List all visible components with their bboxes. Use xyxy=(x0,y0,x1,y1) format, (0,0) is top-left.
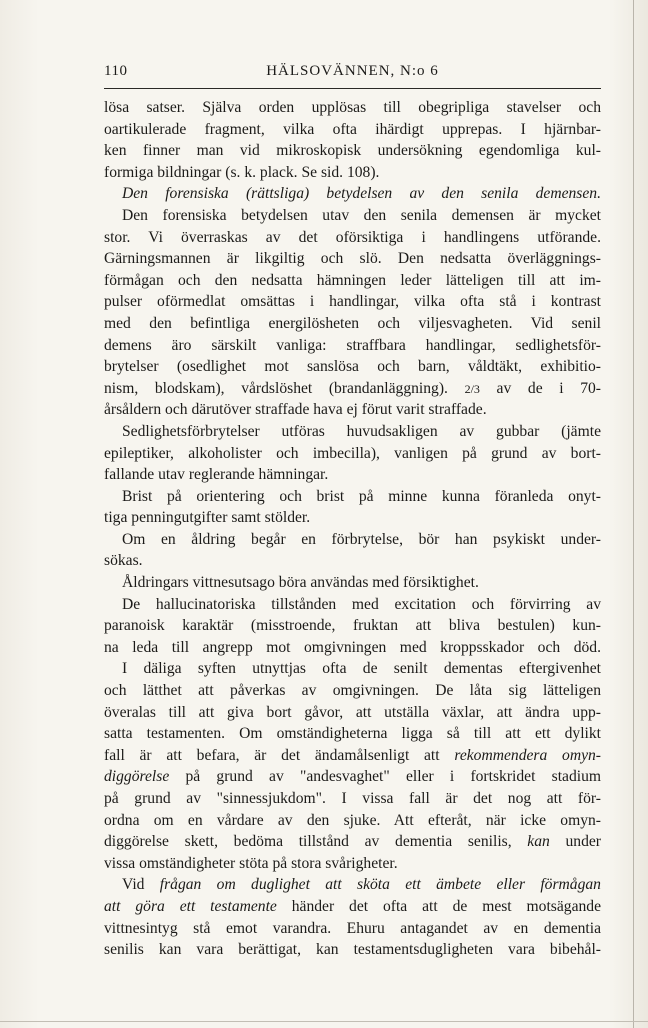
text-line xyxy=(104,939,601,961)
text-segment: på grund av "sinnessjukdom". I vissa fall är det nog att för- xyxy=(104,790,601,807)
header-rule xyxy=(104,88,601,89)
text-line xyxy=(104,248,601,270)
text-segment: och lätthet att påverkas av omgivningen. De låta sig lätteligen xyxy=(104,682,601,700)
text-line xyxy=(104,745,601,767)
text-segment: av de i 70- xyxy=(479,379,601,397)
text-line xyxy=(104,529,601,551)
text-segment: ken finner man vid mikroskopisk undersökning egendomliga kul- xyxy=(104,142,601,160)
text-line xyxy=(104,486,601,508)
text-line xyxy=(104,853,601,875)
text-line xyxy=(104,658,601,680)
text-segment: paranoisk karaktär (misstroende, fruktan att bliva bestulen) kun- xyxy=(104,617,601,635)
text-segment: tiga penningutgifter samt stölder. xyxy=(104,509,311,527)
italic-text: frågan om duglighet att sköta ett ämbete eller förmågan xyxy=(159,876,601,894)
text-line xyxy=(104,594,601,616)
page-header xyxy=(104,63,601,85)
text-segment: sökas. xyxy=(104,552,143,570)
text-segment: De hallucinatoriska tillstånden med excitation och förvirring av xyxy=(122,595,601,613)
text-segment: formiga bildningar (s. k. plack. Se sid. 108). xyxy=(104,163,380,181)
text-line xyxy=(104,788,601,810)
text-segment: under xyxy=(549,833,601,851)
text-segment: händer det ofta att de mest motsägande xyxy=(276,897,602,915)
text-segment: med den befintliga energilösheten och viljesvagheten. Vid senil xyxy=(104,314,601,332)
fraction-text: 2/3 xyxy=(464,381,480,396)
text-segment: Om en åldring begår en förbrytelse, bör han psykiskt under- xyxy=(122,530,601,548)
text-line xyxy=(104,313,601,335)
text-line xyxy=(104,918,601,940)
text-line xyxy=(104,874,601,896)
text-line xyxy=(104,680,601,702)
text-line xyxy=(104,810,601,832)
text-line xyxy=(104,421,601,443)
text-line xyxy=(104,205,601,227)
text-line xyxy=(104,443,601,465)
text-segment: Vid xyxy=(122,876,160,894)
text-segment: stor. Vi överraskas av det oförsiktiga i handlingens utförande. xyxy=(104,228,601,246)
text-line xyxy=(104,291,601,313)
text-line xyxy=(104,97,601,119)
text-line xyxy=(104,335,601,357)
text-line xyxy=(104,831,601,853)
text-line xyxy=(104,702,601,724)
text-line xyxy=(104,183,601,205)
text-line xyxy=(104,162,601,184)
text-line xyxy=(104,723,601,745)
text-segment: satta testamenten. Om omständigheterna ligga så till att ett dylikt xyxy=(104,725,601,743)
text-segment: fall är att befara, är det ändamålsenligt att xyxy=(104,746,455,764)
text-segment: nism, blodskam), vårdslöshet (brandanläggning). xyxy=(104,379,465,397)
text-segment: lösa satser. Själva orden upplösas till obegripliga stavelser och xyxy=(104,99,601,116)
text-segment: Gärningsmannen är likgiltig och slö. Den nedsatta överläggnings- xyxy=(104,250,601,268)
text-segment: na leda till angrepp mot omgivningen med kroppsskador och död. xyxy=(104,638,601,656)
italic-text: kan xyxy=(527,833,550,851)
text-segment: fallande utav reglerande hämningar. xyxy=(104,466,329,484)
text-line xyxy=(104,399,601,421)
italic-text: att göra ett testamente xyxy=(104,897,277,915)
text-segment: årsåldern och därutöver straffade hava ej förut varit straffade. xyxy=(104,401,487,419)
text-line xyxy=(104,896,601,918)
page-number: 110 xyxy=(104,63,128,79)
text-segment: förmågan och den nedsatta hämningen leder lätteligen till att im- xyxy=(104,271,601,289)
text-segment: diggörelse skett, bedöma tillstånd av dementia senilis, xyxy=(104,833,528,851)
text-line xyxy=(104,637,601,659)
text-segment: oartikulerade fragment, vilka ofta ihärdigt upprepas. I hjärnbar- xyxy=(104,120,601,138)
text-segment: demens äro särskilt vanliga: straffbara handlingar, sedlighetsför- xyxy=(104,336,601,354)
text-segment: vissa omständigheter stöta på stora svårigheter. xyxy=(104,854,398,872)
italic-text: Den forensiska (rättsliga) betydelsen av den senila demensen. xyxy=(122,185,601,203)
text-line xyxy=(104,270,601,292)
text-segment: senilis kan vara berättigat, kan testamentsdugligheten vara bibehål- xyxy=(104,941,601,959)
text-line xyxy=(104,507,601,529)
running-title: HÄLSOVÄNNEN, N:o 6 xyxy=(266,63,439,79)
text-segment: Den forensiska betydelsen utav den senila demensen är mycket xyxy=(122,206,601,224)
text-line xyxy=(104,356,601,378)
text-line xyxy=(104,140,601,162)
italic-text: diggörelse xyxy=(104,768,170,786)
text-line xyxy=(104,572,601,594)
body-text xyxy=(104,97,601,961)
text-line xyxy=(104,464,601,486)
text-line xyxy=(104,615,601,637)
italic-text: rekommendera omyn- xyxy=(454,746,601,764)
text-segment: ordna om en vårdare av den sjuke. Att efteråt, när icke omyn- xyxy=(104,811,601,829)
page-edge-bottom xyxy=(0,1021,648,1022)
text-segment: brytelser (osedlighet mot sanslösa och barn, våldtäkt, exhibitio- xyxy=(104,358,601,376)
text-line xyxy=(104,227,601,249)
text-segment: vittnesintyg stå emot varandra. Ehuru antagandet av en dementia xyxy=(104,919,601,937)
page-edge-right xyxy=(633,0,634,1028)
text-segment: på grund av "andesvaghet" eller i fortskridet stadium xyxy=(169,768,601,786)
text-segment: Åldringars vittnesutsago böra användas med försiktighet. xyxy=(122,574,479,592)
text-line xyxy=(104,550,601,572)
text-segment: överalas till att giva bort gåvor, att utställa växlar, att ändra upp- xyxy=(104,703,601,721)
text-segment: I däliga syften utnyttjas ofta de senilt dementas eftergivenhet xyxy=(122,660,601,678)
text-line xyxy=(104,378,601,400)
text-line xyxy=(104,766,601,788)
text-segment: pulser oförmedlat omsättas i handlingar, vilka ofta stå i kontrast xyxy=(104,293,601,311)
text-segment: epileptiker, alkoholister och imbecilla), vanligen på grund av bort- xyxy=(104,444,601,462)
text-line xyxy=(104,119,601,141)
text-segment: Sedlighetsförbrytelser utföras huvudsakligen av gubbar (jämte xyxy=(122,422,601,440)
text-segment: Brist på orientering och brist på minne kunna föranleda onyt- xyxy=(122,487,601,505)
